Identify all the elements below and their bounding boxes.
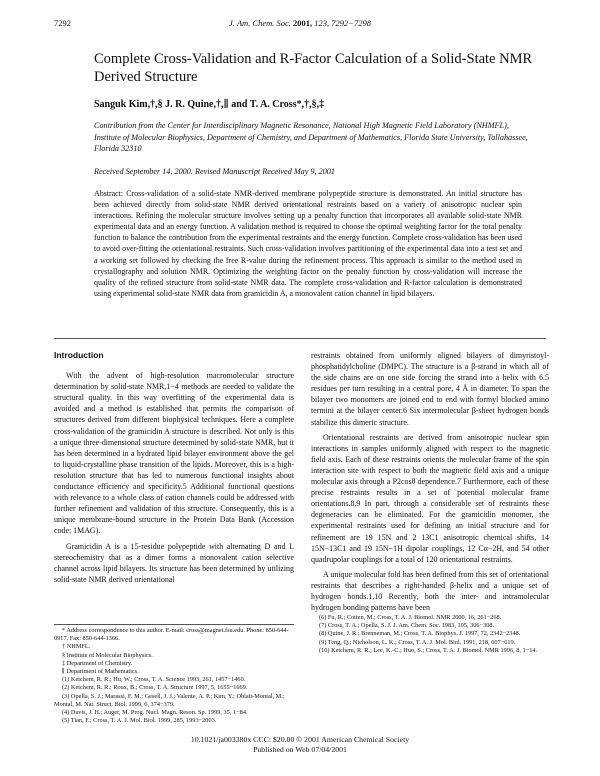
footnote: (10) Ketchem, R. R.; Lee, K.-C.; Huo, S.; Cross, T. A. J. Biomol. NMR 1996, 8, 1−14. bbox=[319, 646, 538, 654]
footnotes-right bbox=[311, 614, 549, 655]
footnote: (7) Cross, T. A.; Opella, S. J. J. Am. Chem. Soc. 1983, 105, 306−308. bbox=[319, 622, 495, 630]
footnotes-left bbox=[54, 627, 294, 725]
footnote-divider bbox=[54, 624, 294, 625]
journal-name: J. Am. Chem. Soc. bbox=[228, 18, 291, 28]
section-heading: Introduction bbox=[54, 350, 104, 360]
journal-volume-pages: 123, 7292−7298 bbox=[314, 18, 372, 28]
author-list: Sanguk Kim,†,§ J. R. Quine,†,∥ and T. A. Cross*,†,§,‡ bbox=[94, 99, 325, 110]
body-paragraph: Gramicidin A is a 15-residue polypeptide with alternating D and L stereochemistry that as a dimer forms a monovalent cation selective channel across lipid bilayers. Its structure has been determined by utilizing solid-state NMR derived orientational bbox=[54, 541, 294, 584]
footnote: (1) Ketchem, R. R.; Hu, W.; Cross, T. A. Science 1993, 261, 1457−1460. bbox=[62, 676, 246, 684]
journal-year: 2001, bbox=[293, 18, 313, 28]
body-paragraph: With the advent of high-resolution macromolecular structure determination by solid-state NMR,1−4 methods are needed to validate the structural quality. In this way overfitting of the experimental data is avoided and a method is established that permits the comparison of structures derived from different biophysical techniques. Here a complete cross-validation of the gramicidin A structure is described. Not only is this a unique three-dimensional structure determined by solid-state NMR, but it has been determined in a hydrated lipid bilayer environment above the gel to liquid-crystalline phase transition of the lipids. Moreover, this is a high-resolution structure that has led to numerous functional insights about conductance efficiency and specificity.5 Additional functional questions with relevance to a whole class of cation channels could be addressed with further refinement and validation of this structure. Consequently, this is a unique membrane-bound structure in the Protein Data Bank (Accession code: 1MAG). bbox=[54, 371, 294, 536]
doi-line: 10.1021/ja003380x CCC: $20.00 © 2001 American Chemical Society bbox=[190, 735, 410, 744]
footnote: (4) Davis, J. H.; Auger, M. Prog. Nucl. Magn. Reson. Sp. 1999, 35, 1−84. bbox=[62, 709, 248, 717]
footnote: § Institute of Molecular Biophysics. bbox=[62, 651, 153, 659]
footnote: (3) Opella, S. J.; Marassi, F. M.; Gesell, J. J.; Valente, A. P.; Kim, Y.; Oblatt-Montal, M.; Montal, M. Nat. Struct. Biol. 1999, 6, 374−379. bbox=[54, 692, 285, 708]
footnote: (6) Fu, R.; Cotten, M.; Cross, T. A. J. Biomol. NMR 2000, 16, 261−268. bbox=[319, 614, 502, 621]
affiliation: Contribution from the Center for Interdisciplinary Magnetic Resonance, National High Magnetic Field Laboratory (NHMFL), Institute of Molecular Biophysics, Department of Chemistry, and Department of Mathematics, Florida State University, Tallahassee, Florida 32310 bbox=[94, 121, 528, 153]
body-paragraph: Orientational restraints are derived from anisotropic nuclear spin interactions in samples uniformly aligned with respect to the magnetic field axis. Each of these restraints orients the molecular frame of the spin interaction site with respect to both the magnetic field axis and a unique molecular axis through a P2cosθ dependence.7 Furthermore, each of these precise restraints results in a set of potential molecular frame orientations.8,9 In part, through a considerable set of restraints these degeneracies can be eliminated. For the gramicidin monomer, the experimental restraints used for defining an initial structure and for refinement are 19 15N and 2 13C1 anisotropic chemical shifts, 14 15N−13C1 and 19 15N−1H dipolar couplings, 12 Cα−2H, and 54 other quadrupolar couplings for a total of 120 orientational restraints. bbox=[311, 432, 549, 564]
footnote: (5) Tian, F.; Cross, T. A. J. Mol. Biol. 1999, 285, 1993−2003. bbox=[62, 717, 217, 725]
body-paragraph: restraints obtained from uniformly aligned bilayers of dimyristoyl-phosphatidylcholine (DMPC). The structure is a β-strand in which all of the side chains are on one side forcing the strand into a helix with 6.5 residues per turn resulting in a central pore, 4 Å in diameter. To span the bilayer two monomers are joined end to end with formyl blocked amino termini at the bilayer center.6 Six intermolecular β-sheet hydrogen bonds stabilize this dimeric structure. bbox=[311, 351, 549, 427]
footnote: * Address correspondence to this author. E-mail: cross@magnet.fsu.edu. Phone: 850-644-0917. Fax: 850-644-1366. bbox=[54, 627, 289, 643]
footnote: † NHMFL. bbox=[62, 643, 91, 651]
page-footer bbox=[0, 735, 600, 754]
footnote: ∥ Department of Mathematics. bbox=[62, 668, 139, 676]
footnote: (8) Quine, J. R.; Brenneman, M.; Cross, T. A. Biophys. J. 1997, 72, 2342−2348. bbox=[319, 630, 521, 638]
right-column bbox=[311, 350, 549, 613]
received-dates: Received September 14, 2000. Revised Manuscript Received May 9, 2001 bbox=[94, 167, 335, 176]
footnote: (2) Ketchem, R. R.; Roux, B.; Cross, T. A. Structure 1997, 5, 1655−1669. bbox=[62, 684, 248, 692]
footnote: (9) Teng, Q.; Nicholson, L. K.; Cross, T. A. J. Mol. Biol. 1991, 218, 607−619. bbox=[319, 638, 516, 646]
page-number: 7292 bbox=[54, 18, 71, 28]
published-line: Published on Web 07/04/2001 bbox=[253, 744, 347, 754]
running-header bbox=[54, 18, 546, 30]
abstract-divider bbox=[54, 338, 546, 339]
body-paragraph: A unique molecular fold has been defined from this set of orientational restraints that describes a right-handed β-helix and a unique set of hydrogen bonds.1,10 Recently, both the inter- and intramolecular hydrogen bonding patterns have been bbox=[311, 569, 549, 613]
abstract: Abstract: Cross-validation of a solid-state NMR-derived membrane polypeptide structure is demonstrated. An initial structure has been achieved directly from solid-state NMR derived orientational restraints based on a variety of anisotropic nuclear spin interactions. Refining the molecular structure involves setting up a penalty function that incorporates all available solid-state NMR experimental data and an energy function. A validation method is required to choose the optimal weighting factor for the total penalty function to balance the contribution from the experimental restraints and the energy function. Complete cross-validation has been used to avoid over-fitting the orientational restraints. Such cross-validation involves partitioning of the experimental data into a test set and a working set followed by checking the free R-value during the refinement process. This approach is similar to the method used in crystallography and solution NMR. Optimizing the weighting factor on the penalty function by cross-validation will increase the quality of the refined structure from solid-state NMR data. The complete cross-validation and R-factor calculation is demonstrated using experimental solid-state NMR data from gramicidin A, a monovalent cation channel in lipid bilayers. bbox=[94, 189, 522, 298]
journal-citation bbox=[54, 18, 546, 28]
footnote: ‡ Department of Chemistry. bbox=[62, 659, 133, 667]
article-title: Complete Cross-Validation and R-Factor Calculation of a Solid-State NMR Derived Structure bbox=[94, 51, 533, 85]
left-column bbox=[54, 350, 294, 585]
